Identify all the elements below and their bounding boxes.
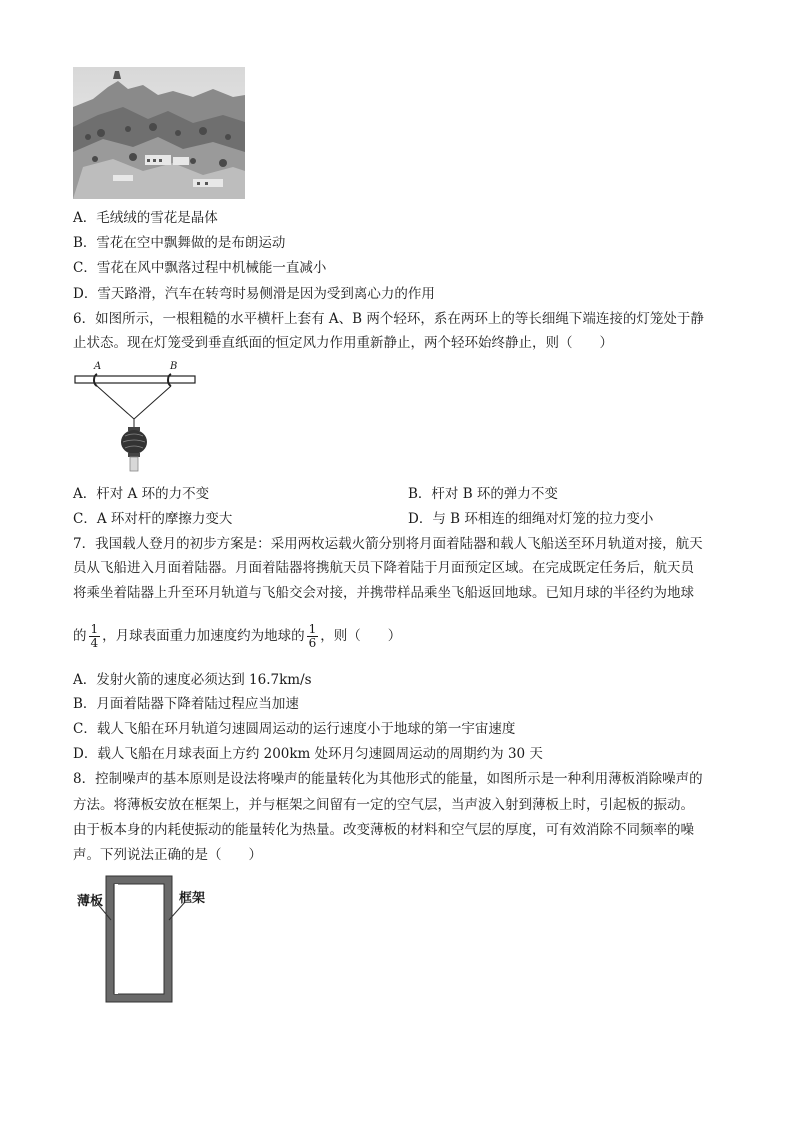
q7-stem-line4 <box>73 620 401 652</box>
plate-frame-diagram <box>73 870 223 1010</box>
q7-option-a: A．发射火箭的速度必须达到 16.7km/s <box>73 672 312 688</box>
q5-option-b: B．雪花在空中飘舞做的是布朗运动 <box>73 235 286 251</box>
q7-option-d: D．载人飞船在月球表面上方约 200km 处环月匀速圆周运动的周期约为 30 天 <box>73 746 543 762</box>
q7-stem-line3: 将乘坐着陆器上升至环月轨道与飞船交会对接，并携带样品乘坐飞船返回地球。已知月球的半径约为地球 <box>73 585 694 601</box>
snowy-mountain-photo <box>73 67 245 199</box>
q6-option-c: C．A 环对杆的摩擦力变大 <box>73 511 233 527</box>
q5-option-c: C．雪花在风中飘落过程中机械能一直减小 <box>73 260 327 276</box>
q7-option-b: B．月面着陆器下降着陆过程应当加速 <box>73 696 299 712</box>
q7-option-c: C．载人飞船在环月轨道匀速圆周运动的运行速度小于地球的第一宇宙速度 <box>73 721 516 737</box>
q6-option-d: D．与 B 环相连的细绳对灯笼的拉力变小 <box>408 511 654 527</box>
landscape-photo-icon <box>73 67 245 199</box>
fraction-numerator: 1 <box>308 622 317 636</box>
q6-option-a: A．杆对 A 环的力不变 <box>73 486 210 502</box>
fraction-denominator: 4 <box>90 636 99 650</box>
q7-stem-line4-b: ，月球表面重力加速度约为地球的 <box>102 628 305 644</box>
plate-label: 薄板 <box>77 894 104 909</box>
lantern-on-bar-figure <box>73 364 203 476</box>
q8-stem-line1: 8．控制噪声的基本原则是设法将噪声的能量转化为其他形式的能量，如图所示是一种利用薄板消除噪声的 <box>73 771 703 787</box>
fraction-one-quarter <box>89 623 101 650</box>
lantern-diagram <box>73 361 203 476</box>
fraction-one-sixth <box>307 623 319 650</box>
q7-stem-line2: 员从飞船进入月面着陆器。月面着陆器将携航天员下降着陆于月面预定区域。在完成既定任务后，航天员 <box>73 560 694 576</box>
q8-stem-line3: 由于板本身的内耗使振动的能量转化为热量。改变薄板的材料和空气层的厚度，可有效消除不同频率的噪 <box>73 822 694 838</box>
q8-stem-line4: 声。下列说法正确的是（ ） <box>73 847 262 863</box>
q7-stem-line4-c: ，则（ ） <box>320 628 402 644</box>
fraction-denominator: 6 <box>308 636 317 650</box>
q5-option-d: D．雪天路滑，汽车在转弯时易侧滑是因为受到离心力的作用 <box>73 286 435 302</box>
q6-option-b: B．杆对 B 环的弹力不变 <box>408 486 558 502</box>
frame-label: 框架 <box>179 891 206 906</box>
q5-option-a: A．毛绒绒的雪花是晶体 <box>73 210 218 226</box>
q6-stem-line2: 止状态。现在灯笼受到垂直纸面的恒定风力作用重新静止，两个轻环始终静止，则（ ） <box>73 335 613 351</box>
ring-b-label: B <box>170 361 178 372</box>
q7-stem-line1: 7．我国载人登月的初步方案是：采用两枚运载火箭分别将月面着陆器和载人飞船送至环月轨道对接，航天 <box>73 536 703 552</box>
ring-a-label: A <box>94 361 102 372</box>
fraction-numerator: 1 <box>90 622 99 636</box>
q8-stem-line2: 方法。将薄板安放在框架上，并与框架之间留有一定的空气层，当声波入射到薄板上时，引起板的振动。 <box>73 797 694 813</box>
q6-stem-line1: 6．如图所示，一根粗糙的水平横杆上套有 A、B 两个轻环，系在两环上的等长细绳下端连接的灯笼处于静 <box>73 311 704 327</box>
q7-stem-line4-a: 的 <box>73 628 87 644</box>
